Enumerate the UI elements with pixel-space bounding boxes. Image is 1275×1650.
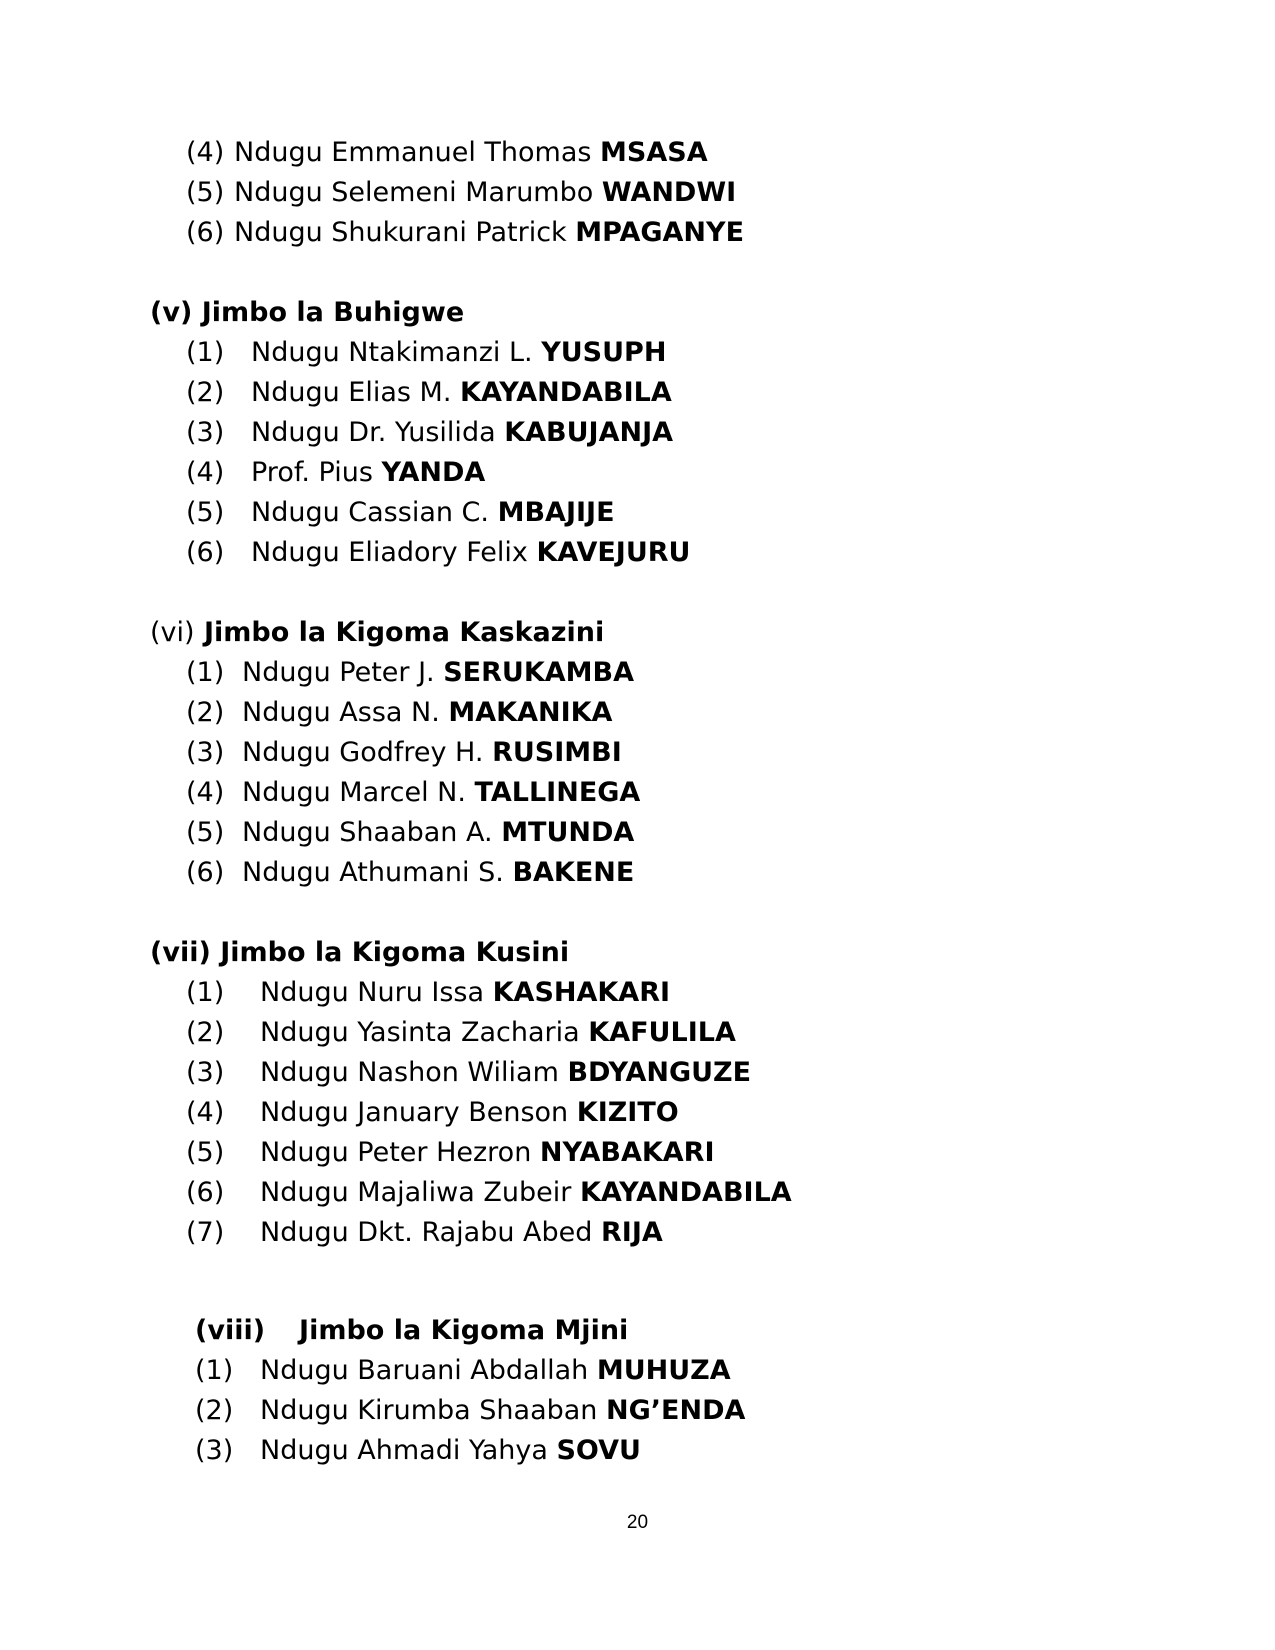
surname: YUSUPH (541, 337, 667, 368)
item-number: (3) (186, 1057, 225, 1088)
surname: TALLINEGA (474, 777, 641, 808)
item-number: (3) (186, 417, 225, 448)
member-name (260, 1173, 792, 1213)
given-names: Ndugu Peter J. (242, 657, 435, 688)
surname: WANDWI (601, 177, 737, 208)
given-names: Prof. Pius (251, 457, 373, 488)
member-name (260, 1093, 679, 1133)
surname: MUHUZA (596, 1355, 731, 1386)
member-name (260, 973, 670, 1013)
surname: KAFULILA (588, 1017, 736, 1048)
given-names: Ndugu Shukurani Patrick (234, 217, 567, 248)
given-names: Ndugu Kirumba Shaaban (260, 1395, 598, 1426)
member-name (251, 533, 690, 573)
item-number: (4) (186, 457, 225, 488)
given-names: Ndugu Ntakimanzi L. (251, 337, 533, 368)
given-names: Ndugu Marcel N. (242, 777, 466, 808)
item-number: (3) (186, 737, 225, 768)
member-name (234, 133, 708, 173)
given-names: Ndugu Majaliwa Zubeir (260, 1177, 572, 1208)
given-names: Ndugu Godfrey H. (242, 737, 484, 768)
given-names: Ndugu Athumani S. (242, 857, 504, 888)
section-heading (150, 293, 464, 333)
given-names: Ndugu Nuru Issa (260, 977, 485, 1008)
surname: BDYANGUZE (567, 1057, 752, 1088)
given-names: Ndugu Eliadory Felix (251, 537, 528, 568)
surname: MAKANIKA (448, 697, 613, 728)
given-names: Ndugu Nashon Wiliam (260, 1057, 559, 1088)
member-name (242, 733, 622, 773)
item-number: (5) (186, 817, 225, 848)
item-number: (4) (186, 777, 225, 808)
surname: SOVU (556, 1435, 641, 1466)
member-name (242, 853, 634, 893)
section-heading (150, 613, 604, 653)
surname: KAYANDABILA (460, 377, 672, 408)
given-names: Ndugu Dr. Yusilida (251, 417, 496, 448)
member-name (251, 493, 615, 533)
given-names: Ndugu Dkt. Rajabu Abed (260, 1217, 593, 1248)
surname: NG’ENDA (606, 1395, 746, 1426)
surname: YANDA (381, 457, 486, 488)
item-number: (5) (186, 1137, 225, 1168)
given-names: Ndugu Elias M. (251, 377, 452, 408)
member-name (260, 1053, 751, 1093)
item-number: (6) (186, 537, 225, 568)
given-names: Ndugu Cassian C. (251, 497, 489, 528)
member-name (260, 1133, 715, 1173)
given-names: Ndugu Yasinta Zacharia (260, 1017, 580, 1048)
member-name (234, 213, 744, 253)
item-number: (4) (186, 137, 225, 168)
surname: NYABAKARI (539, 1137, 715, 1168)
item-number: (2) (186, 377, 225, 408)
member-name (260, 1391, 745, 1431)
section-title: Jimbo la Kigoma Kusini (220, 937, 570, 968)
surname: BAKENE (512, 857, 635, 888)
surname: KAVEJURU (536, 537, 691, 568)
item-number: (7) (186, 1217, 225, 1248)
member-name (251, 333, 666, 373)
item-number: (1) (186, 977, 225, 1008)
member-name (251, 453, 485, 493)
surname: MBAJIJE (497, 497, 615, 528)
section-title: Jimbo la Buhigwe (201, 297, 465, 328)
item-number: (1) (195, 1355, 234, 1386)
given-names: Ndugu Baruani Abdallah (260, 1355, 589, 1386)
member-name (251, 413, 673, 453)
given-names: Ndugu Assa N. (242, 697, 440, 728)
section-numeral: (vii) (150, 937, 211, 968)
item-number: (6) (186, 1177, 225, 1208)
member-name (234, 173, 736, 213)
surname: MTUNDA (501, 817, 635, 848)
given-names: Ndugu Ahmadi Yahya (260, 1435, 548, 1466)
surname: KAYANDABILA (579, 1177, 792, 1208)
item-number: (3) (195, 1435, 234, 1466)
item-number: (6) (186, 857, 225, 888)
item-number: (2) (195, 1395, 234, 1426)
given-names: Ndugu Shaaban A. (242, 817, 493, 848)
given-names: Ndugu January Benson (260, 1097, 569, 1128)
item-number: (6) (186, 217, 225, 248)
page-number: 20 (626, 1512, 649, 1533)
member-name (242, 813, 634, 853)
surname: RUSIMBI (492, 737, 622, 768)
item-number: (1) (186, 337, 225, 368)
item-number: (2) (186, 697, 225, 728)
member-name (260, 1013, 736, 1053)
section-numeral: (vi) (150, 617, 195, 648)
surname: RIJA (601, 1217, 663, 1248)
given-names: Ndugu Peter Hezron (260, 1137, 532, 1168)
section-title: Jimbo la Kigoma Kaskazini (203, 617, 605, 648)
member-name (251, 373, 672, 413)
item-number: (5) (186, 497, 225, 528)
member-name (260, 1431, 641, 1471)
given-names: Ndugu Emmanuel Thomas (234, 137, 592, 168)
member-name (242, 773, 640, 813)
item-number: (5) (186, 177, 225, 208)
given-names: Ndugu Selemeni Marumbo (234, 177, 594, 208)
section-numeral: (viii) (195, 1315, 266, 1346)
section-heading (195, 1311, 628, 1351)
surname: MPAGANYE (575, 217, 745, 248)
member-name (260, 1213, 663, 1253)
surname: KABUJANJA (504, 417, 674, 448)
surname: KASHAKARI (492, 977, 671, 1008)
section-heading (150, 933, 569, 973)
surname: SERUKAMBA (443, 657, 635, 688)
item-number: (1) (186, 657, 225, 688)
member-name (242, 653, 634, 693)
member-name (260, 1351, 731, 1391)
item-number: (2) (186, 1017, 225, 1048)
section-title: Jimbo la Kigoma Mjini (299, 1315, 629, 1346)
member-name (242, 693, 612, 733)
surname: MSASA (600, 137, 708, 168)
section-numeral: (v) (150, 297, 193, 328)
item-number: (4) (186, 1097, 225, 1128)
surname: KIZITO (576, 1097, 679, 1128)
